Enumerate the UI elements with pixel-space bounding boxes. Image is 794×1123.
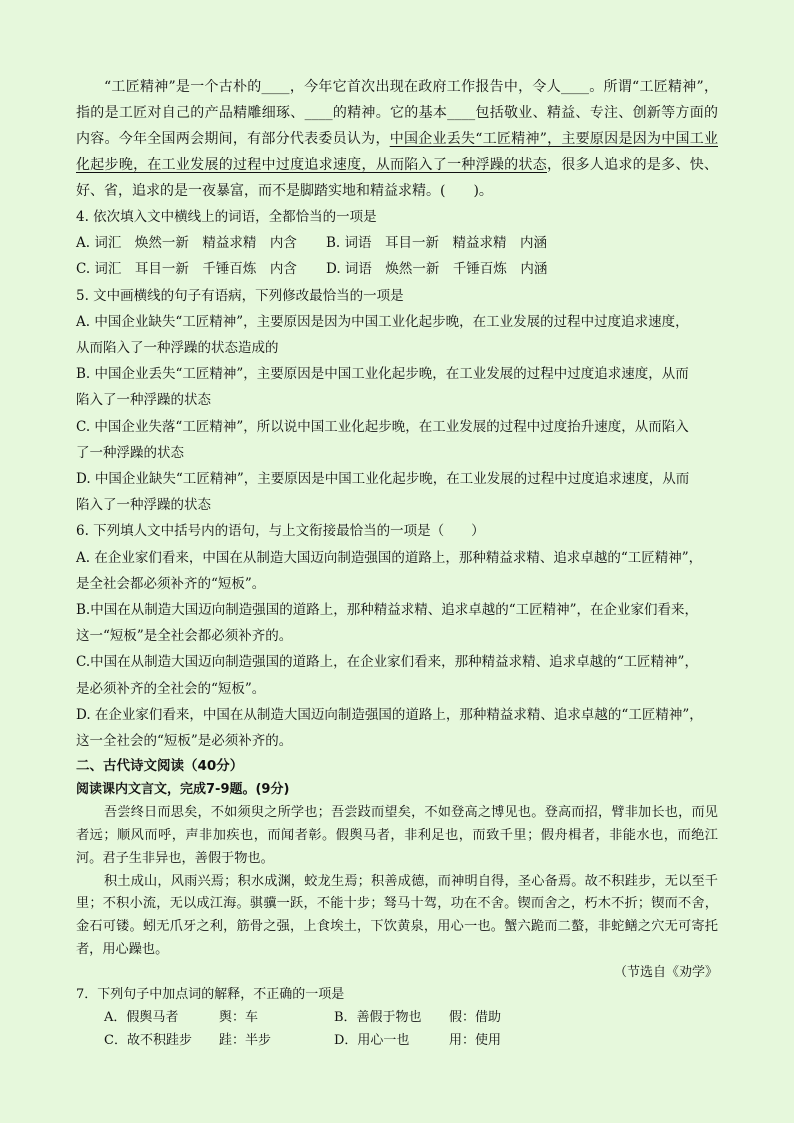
question-7-option-c: C．故不积跬步	[104, 1032, 192, 1048]
question-4-option-d: D. 词语 焕然一新 千锤百炼 内涵	[326, 261, 548, 278]
question-7-option-d-gloss: 用：使用	[449, 1032, 502, 1048]
question-6-option-d-line-2: 这一全社会的“短板”是必须补齐的。	[76, 733, 293, 750]
classical-paragraph-1: 吾尝终日而思矣，不如须臾之所学也；吾尝跂而望矣，不如登高之博见也。登高而招，臂非加长也，而见者远；顺风而呼，声非加疾也，而闻者彰。假舆马者，非利足也，而致千里；假舟楫者，非能水也，而绝江河。君子生非异也，善假于物也。	[76, 805, 718, 866]
passage-text-start: “工匠精神”是一个古朴的____，今年它首次出现在政府工作报告中，令人____。所谓“工匠精神”，指的是工匠对自己的产品精雕细琢、____的精神。它的基本____包括敬业、精益、专注、创新等方面的内容。今年全国两会期间，有部分代表委员认为，	[76, 79, 718, 147]
question-5-option-b-line-2: 陷入了一种浮躁的状态	[76, 392, 211, 409]
question-7-stem: 7．下列句子中加点词的解释，不正确的一项是	[76, 986, 345, 1002]
question-4-stem: 4. 依次填入文中横线上的词语，全都恰当的一项是	[76, 209, 377, 225]
question-5-option-d-line-2: 陷入了一种浮躁的状态	[76, 497, 211, 514]
question-7-option-b-gloss: 假：借助	[449, 1009, 502, 1025]
question-4-option-b: B. 词语 耳目一新 精益求精 内涵	[326, 235, 548, 252]
question-5-option-a-line-2: 从而陷入了一种浮躁的状态造成的	[76, 340, 279, 357]
question-5-option-b-line-1: B. 中国企业丢失“工匠精神”，主要原因是中国工业化起步晚，在工业发展的过程中过度追求速度，从而	[76, 366, 689, 383]
question-5-option-d-line-1: D. 中国企业缺失“工匠精神”，主要原因是中国工业化起步晚，在工业发展的过程中过度追求速度，从而	[76, 471, 690, 488]
question-6-option-c-line-1: C.中国在从制造大国迈向制造强国的道路上，在企业家们看来，那种精益求精、追求卓越的“工匠精神”，	[76, 654, 698, 671]
underlined-sentence: 中国企业丢失“工匠精神”，主要原因是因为中国工业化起步晚，在工业发展的过程中过度追求速度，从而陷入了一种浮躁的状态	[76, 131, 718, 173]
question-7-option-c-gloss: 跬：半步	[219, 1032, 272, 1048]
question-4-options-row-1	[76, 230, 718, 256]
classical-paragraph-2: 积土成山，风雨兴焉；积水成渊，蛟龙生焉；积善成德，而神明自得，圣心备焉。故不积跬步，无以至千里；不积小流，无以成江海。骐骥一跃，不能十步；驽马十驾，功在不舍。锲而舍之，朽木不折；锲而不舍，金石可镂。蚓无爪牙之利，筋骨之强，上食埃土，下饮黄泉，用心一也。蟹六跪而二螯，非蛇鳝之穴无可寄托者，用心躁也。	[76, 873, 718, 958]
question-5-option-a-line-1: A. 中国企业缺失“工匠精神”，主要原因是因为中国工业化起步晚，在工业发展的过程中过度追求速度，	[76, 313, 689, 330]
question-5-stem: 5. 文中画横线的句子有语病，下列修改最恰当的一项是	[76, 287, 404, 304]
question-5-option-c-line-2: 了一种浮躁的状态	[76, 444, 184, 461]
question-7-option-b: B．善假于物也	[334, 1009, 422, 1025]
source-citation: （节选自《劝学》	[613, 964, 718, 980]
question-5-option-c-line-1: C. 中国企业失落“工匠精神”，所以说中国工业化起步晚，在工业发展的过程中过度抬升速度，从而陷入	[76, 418, 689, 435]
question-7-row-2	[76, 1029, 718, 1052]
question-7-option-d: D．用心一也	[334, 1032, 410, 1048]
question-4-option-c: C. 词汇 耳目一新 千锤百炼 内含	[76, 261, 297, 278]
question-6-stem: 6. 下列填人文中括号内的语句，与上文衔接最恰当的一项是（ ）	[76, 523, 485, 540]
passage-paragraph	[76, 74, 718, 204]
section-2-title: 二、古代诗文阅读（40分）	[76, 758, 244, 775]
passage-text-end: ，很多人追求的是多、快、好、省，追求的是一夜暴富，而不是脚踏实地和精益求精。( )。	[76, 157, 718, 199]
question-6-option-a-line-2: 是全社会都必须补齐的“短板”。	[76, 575, 266, 592]
question-6-option-b-line-1: B.中国在从制造大国迈向制造强国的道路上，那种精益求精、追求卓越的“工匠精神”，在企业家们看来，	[76, 602, 699, 619]
section-2-instruction: 阅读课内文言文，完成7-9题。(9分)	[76, 782, 290, 798]
question-6-option-d-line-1: D. 在企业家们看来，中国在从制造大国迈向制造强国的道路上，那种精益求精、追求卓越的“工匠精神”，	[76, 706, 703, 723]
question-4-options-row-2	[76, 256, 718, 282]
question-7-row-1	[76, 1006, 718, 1029]
question-6-option-a-line-1: A. 在企业家们看来，中国在从制造大国迈向制造强国的道路上，那种精益求精、追求卓越的“工匠精神”，	[76, 549, 703, 566]
question-6-option-c-line-2: 是必须补齐的全社会的“短板”。	[76, 680, 266, 697]
question-4-option-a: A. 词汇 焕然一新 精益求精 内含	[76, 235, 297, 252]
question-7-option-a: A．假舆马者	[104, 1009, 179, 1025]
question-6-option-b-line-2: 这一“短板”是全社会都必须补齐的。	[76, 628, 293, 645]
question-7-option-a-gloss: 舆：车	[219, 1009, 259, 1025]
